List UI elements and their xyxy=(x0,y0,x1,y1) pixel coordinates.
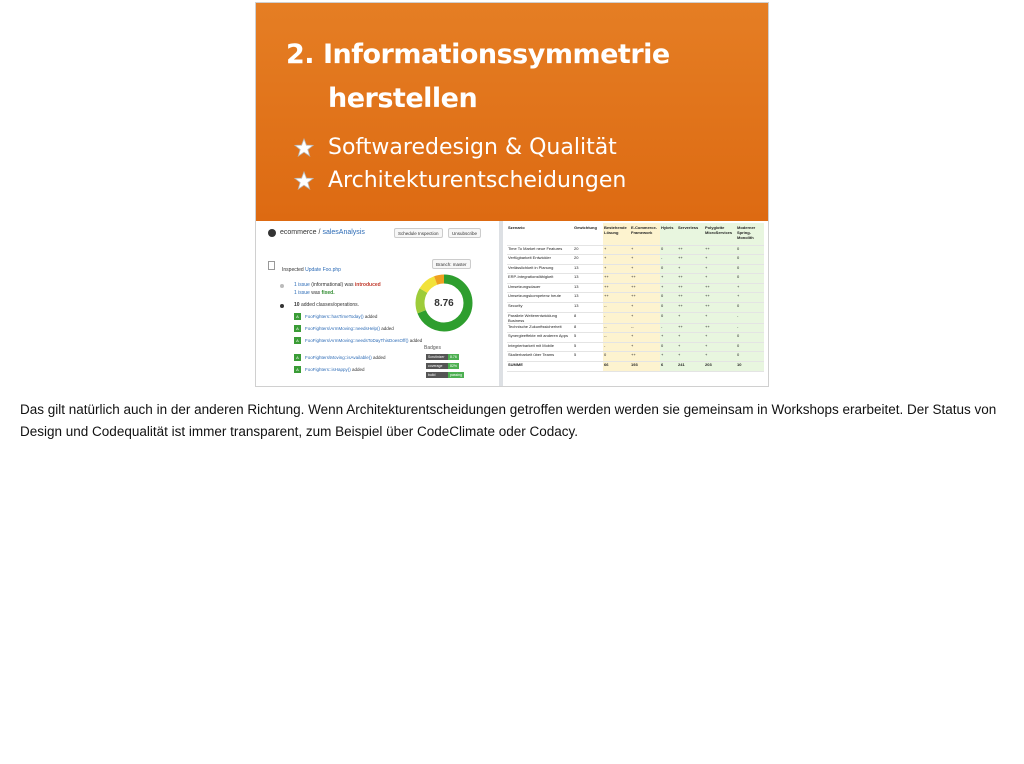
code-quality-screenshot xyxy=(256,221,499,387)
table-cell: -- xyxy=(603,323,630,333)
inspected-commit xyxy=(282,267,341,273)
item-suffix: added xyxy=(381,326,394,331)
slide-header xyxy=(256,3,768,221)
table-body xyxy=(507,245,764,371)
file-icon xyxy=(268,261,275,270)
table-cell: ++ xyxy=(677,255,704,265)
table-cell: Umsetzungskompetenz heute xyxy=(507,293,573,303)
table-cell: + xyxy=(660,283,677,293)
table-cell: -- xyxy=(603,333,630,343)
table-cell: + xyxy=(704,312,736,323)
inspected-link[interactable]: Update Foo.php xyxy=(305,267,341,273)
table-cell: ++ xyxy=(677,283,704,293)
table-cell: 0 xyxy=(736,342,764,352)
table-row xyxy=(507,255,764,265)
table-cell: ++ xyxy=(630,283,660,293)
table-cell: ++ xyxy=(677,274,704,284)
table-cell: Technische Zukunftssicherheit xyxy=(507,323,573,333)
table-cell: Synergieeffekte mit anderen Apps xyxy=(507,333,573,343)
status-badge[interactable] xyxy=(426,363,459,369)
bullet-text: Architekturentscheidungen xyxy=(328,168,627,193)
table-cell: 0 xyxy=(603,352,630,362)
badge-key: build xyxy=(426,372,448,378)
table-cell: + xyxy=(630,245,660,255)
badge-key: Scrutinizer xyxy=(426,354,448,360)
table-row xyxy=(507,264,764,274)
table-row xyxy=(507,352,764,362)
table-cell: + xyxy=(677,312,704,323)
badge-key: coverage xyxy=(426,363,448,369)
badge-value: 82% xyxy=(450,364,458,368)
table-cell: -- xyxy=(603,303,630,313)
table-cell: + xyxy=(677,333,704,343)
column-header: Gewichtung xyxy=(573,223,603,245)
branch-select[interactable]: Branch: master xyxy=(432,259,471,269)
table-header-row xyxy=(507,223,764,245)
table-cell: 66 xyxy=(603,362,630,372)
grade-badge: A xyxy=(294,354,301,361)
presentation-slide xyxy=(255,2,769,387)
list-item xyxy=(294,365,365,374)
table-cell: 13 xyxy=(573,293,603,303)
badge-value: passing xyxy=(450,373,463,377)
table-cell: Integrierbarkeit mit Mobile xyxy=(507,342,573,352)
classes-text: added classes/operations. xyxy=(300,302,360,308)
column-header: Hybris xyxy=(660,223,677,245)
table-cell: 20 xyxy=(573,255,603,265)
table-cell: ++ xyxy=(704,293,736,303)
table-cell: Parallele Weiterentwicklung Business xyxy=(507,312,573,323)
table-cell: + xyxy=(630,342,660,352)
table-cell: ++ xyxy=(630,293,660,303)
slide-title-line2: herstellen xyxy=(328,83,478,114)
issue-fixed-line xyxy=(294,290,335,296)
decision-matrix-table xyxy=(507,223,764,372)
table-cell: 6 xyxy=(660,362,677,372)
table-cell: + xyxy=(677,342,704,352)
table-cell: ERP-Integrationsfähigkeit xyxy=(507,274,573,284)
bullet-text: Softwaredesign & Qualität xyxy=(328,135,617,160)
table-cell: 5 xyxy=(573,342,603,352)
table-cell: + xyxy=(704,274,736,284)
table-cell: 13 xyxy=(573,303,603,313)
table-cell: 0 xyxy=(736,333,764,343)
grade-badge: A xyxy=(294,366,301,373)
badges-label: Badges xyxy=(424,345,441,351)
timeline-dot xyxy=(280,304,284,308)
table-cell: + xyxy=(704,255,736,265)
item-link[interactable]: FooFighters\ArmMoving::needsHelp() xyxy=(305,326,381,331)
issue-text: (informational) was xyxy=(311,282,354,288)
table-cell: 8 xyxy=(573,323,603,333)
table-cell: + xyxy=(677,264,704,274)
table-cell: 0 xyxy=(660,293,677,303)
issue-state: fixed. xyxy=(321,290,335,296)
table-cell: 0 xyxy=(736,245,764,255)
table-cell: + xyxy=(704,264,736,274)
grade-badge: A xyxy=(294,337,301,344)
github-icon xyxy=(268,229,276,237)
table-cell: + xyxy=(630,333,660,343)
table-row xyxy=(507,293,764,303)
table-cell: 241 xyxy=(677,362,704,372)
table-cell: 0 xyxy=(660,303,677,313)
column-header: Polyglotte MicroServices xyxy=(704,223,736,245)
table-cell: - xyxy=(736,312,764,323)
bullet-item xyxy=(294,131,626,164)
table-cell: 0 xyxy=(660,264,677,274)
table-cell: - xyxy=(603,312,630,323)
table-cell: + xyxy=(704,352,736,362)
issue-count-link[interactable]: 1 issue xyxy=(294,290,310,296)
table-cell: ++ xyxy=(603,283,630,293)
table-cell: + xyxy=(677,352,704,362)
table-cell: + xyxy=(603,245,630,255)
list-item xyxy=(294,324,394,333)
table-row xyxy=(507,283,764,293)
table-cell: 13 xyxy=(573,264,603,274)
item-suffix: added xyxy=(352,367,365,372)
table-cell: 0 xyxy=(660,245,677,255)
table-cell: 0 xyxy=(736,303,764,313)
table-cell: 13 xyxy=(573,283,603,293)
table-cell: SUMME xyxy=(507,362,573,372)
status-badge[interactable] xyxy=(426,372,464,378)
grade-badge: A xyxy=(294,313,301,320)
table-cell: + xyxy=(704,333,736,343)
table-cell: + xyxy=(603,255,630,265)
classes-count: 10 xyxy=(294,302,300,308)
issue-introduced-line xyxy=(294,282,381,288)
table-cell: Skalierbarkeit über Teams xyxy=(507,352,573,362)
table-cell: ++ xyxy=(677,245,704,255)
column-header: Serverless xyxy=(677,223,704,245)
table-row xyxy=(507,342,764,352)
table-cell: Umsetzungsdauer xyxy=(507,283,573,293)
table-cell: 8 xyxy=(573,312,603,323)
schedule-inspection-button[interactable]: Schedule Inspection xyxy=(394,228,443,238)
slide-caption: Das gilt natürlich auch in der anderen Richtung. Wenn Architekturentscheidungen getroffen werden werden sie gemeinsam in Workshops erarbeitet. Der Status von Design und Codequalität ist immer transparent, zum Beispiel über CodeClimate oder Codacy. xyxy=(20,402,997,439)
item-link[interactable]: FooFighters\Moving::isAvailable() xyxy=(305,355,372,360)
table-row xyxy=(507,333,764,343)
table-cell: 0 xyxy=(736,255,764,265)
table-cell: ++ xyxy=(677,293,704,303)
table-cell: + xyxy=(736,283,764,293)
table-cell: -- xyxy=(630,323,660,333)
table-cell: + xyxy=(630,303,660,313)
table-cell: 20 xyxy=(573,245,603,255)
table-cell: + xyxy=(660,352,677,362)
table-cell: 13 xyxy=(573,274,603,284)
table-cell: ++ xyxy=(704,283,736,293)
table-cell: + xyxy=(630,255,660,265)
item-suffix: added xyxy=(364,314,378,319)
quality-score: 8.76 xyxy=(434,298,454,309)
item-suffix: added xyxy=(372,355,386,360)
table-cell: ++ xyxy=(704,323,736,333)
table-cell: - xyxy=(736,323,764,333)
table-cell xyxy=(573,362,603,372)
table-cell: 5 xyxy=(573,352,603,362)
slide-title xyxy=(286,33,756,121)
inspected-label: Inspected xyxy=(282,267,304,273)
table-row xyxy=(507,303,764,313)
status-badge[interactable] xyxy=(426,354,459,360)
table-cell: ++ xyxy=(677,323,704,333)
table-cell: 10 xyxy=(736,362,764,372)
table-cell: Verlässlichkeit in Planung xyxy=(507,264,573,274)
list-item xyxy=(294,312,377,321)
item-link[interactable]: FooFighters::isHappy() xyxy=(305,367,351,372)
table-cell: 0 xyxy=(736,264,764,274)
star-icon xyxy=(294,138,314,158)
table-cell: 5 xyxy=(573,333,603,343)
list-item xyxy=(294,336,422,345)
repo-breadcrumb xyxy=(280,229,365,236)
unsubscribe-button[interactable]: Unsubscribe xyxy=(448,228,481,238)
table-cell: + xyxy=(704,342,736,352)
table-cell: 0 xyxy=(736,352,764,362)
table-cell: ++ xyxy=(704,303,736,313)
table-cell: 0 xyxy=(736,274,764,284)
table-cell: ++ xyxy=(677,303,704,313)
repo-separator: / xyxy=(318,229,321,236)
table-cell: 0 xyxy=(660,312,677,323)
issue-state: introduced xyxy=(354,282,381,288)
star-icon xyxy=(294,171,314,191)
table-cell: Security xyxy=(507,303,573,313)
table-cell: - xyxy=(660,323,677,333)
table-row xyxy=(507,323,764,333)
issue-text: was xyxy=(311,290,321,296)
table-cell: 193 xyxy=(630,362,660,372)
classes-added-line xyxy=(294,302,359,308)
table-sum-row xyxy=(507,362,764,372)
table-row xyxy=(507,274,764,284)
column-header: E-Commerce-Framework xyxy=(630,223,660,245)
column-header: Szenario xyxy=(507,223,573,245)
table-cell: + xyxy=(660,333,677,343)
quality-score-donut xyxy=(414,273,474,333)
table-cell: ++ xyxy=(630,274,660,284)
table-cell: - xyxy=(603,342,630,352)
table-cell: 203 xyxy=(704,362,736,372)
table-row xyxy=(507,312,764,323)
item-suffix: added xyxy=(409,338,423,343)
timeline-dot xyxy=(280,284,284,288)
item-link[interactable]: FooFighters::hasTimeToday() xyxy=(305,314,364,319)
grade-badge: A xyxy=(294,325,301,332)
table-cell: ++ xyxy=(603,274,630,284)
decision-matrix-screenshot xyxy=(503,221,769,387)
column-header: Moderner Spring-Monolith xyxy=(736,223,764,245)
table-cell: + xyxy=(660,274,677,284)
repo-name[interactable]: salesAnalysis xyxy=(322,229,365,236)
slide-title-line1: 2. Informationssymmetrie xyxy=(286,39,670,70)
table-cell: + xyxy=(630,312,660,323)
table-cell: + xyxy=(736,293,764,303)
item-link[interactable]: FooFighters\ArmMoving::needsToDayThisDoesOff() xyxy=(305,338,409,343)
table-cell: Time To Market neue Features xyxy=(507,245,573,255)
slide-bullet-list xyxy=(294,131,626,197)
table-cell: 0 xyxy=(660,342,677,352)
table-cell: - xyxy=(660,255,677,265)
table-cell: ++ xyxy=(603,293,630,303)
badge-value: 8.76 xyxy=(450,355,457,359)
table-cell: Verfügbarkeit Entwickler xyxy=(507,255,573,265)
list-item xyxy=(294,353,385,362)
repo-owner[interactable]: ecommerce xyxy=(280,229,317,236)
table-cell: + xyxy=(603,264,630,274)
table-row xyxy=(507,245,764,255)
table-cell: ++ xyxy=(630,352,660,362)
table-cell: ++ xyxy=(704,245,736,255)
column-header: Bestehende Lösung xyxy=(603,223,630,245)
bullet-item xyxy=(294,164,626,197)
table-cell: + xyxy=(630,264,660,274)
issue-count-link[interactable]: 1 issue xyxy=(294,282,310,288)
